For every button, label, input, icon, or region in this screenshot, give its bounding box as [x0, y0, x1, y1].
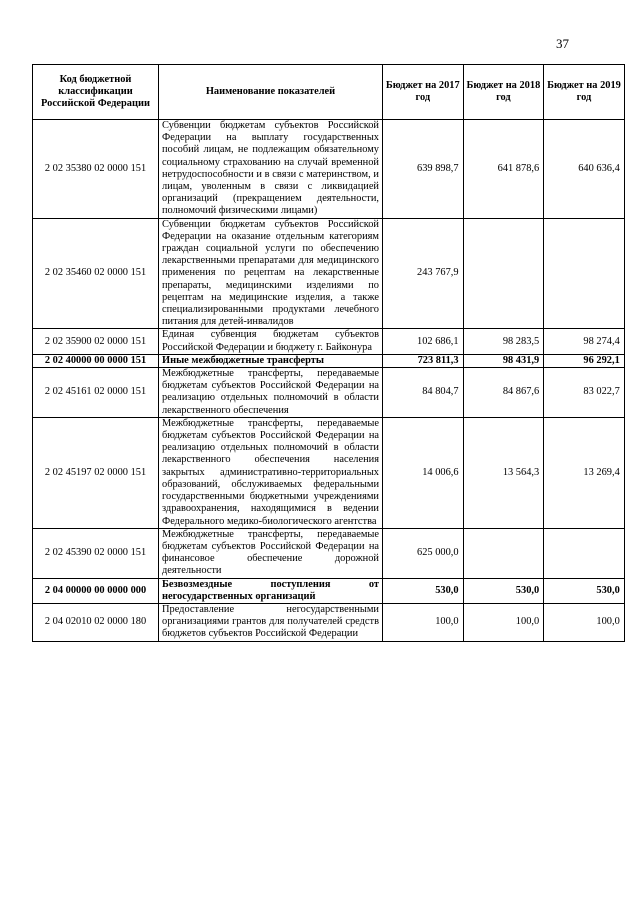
row-2017: 243 767,9	[383, 218, 464, 329]
row-2017: 625 000,0	[383, 528, 464, 578]
row-code: 2 04 00000 00 0000 000	[33, 578, 159, 603]
header-code: Код бюджетной классификации Российской Федерации	[33, 65, 159, 120]
row-name: Субвенции бюджетам субъектов Российской Федерации на выплату государственных пособий лицам, не подлежащим обязательному социальному страхованию на случай временной нетрудоспособности и в связи с материнством, и лицам, уволенным в связи с ликвидацией организаций (прекращением деятельности, полномочий физическими лицами)	[159, 120, 383, 219]
row-2018: 13 564,3	[463, 417, 544, 528]
row-2019	[544, 218, 625, 329]
table-row	[33, 218, 625, 329]
row-code: 2 02 45390 02 0000 151	[33, 528, 159, 578]
page-number: 37	[556, 36, 569, 51]
table-row	[33, 329, 625, 354]
row-2019: 13 269,4	[544, 417, 625, 528]
row-2019: 640 636,4	[544, 120, 625, 219]
row-2018: 530,0	[463, 578, 544, 603]
row-2018	[463, 528, 544, 578]
row-2017: 100,0	[383, 603, 464, 641]
header-2018: Бюджет на 2018 год	[463, 65, 544, 120]
row-2019: 100,0	[544, 603, 625, 641]
row-code: 2 02 45161 02 0000 151	[33, 368, 159, 418]
row-2019	[544, 528, 625, 578]
budget-table	[32, 64, 625, 642]
row-name: Субвенции бюджетам субъектов Российской Федерации на оказание отдельным категориям граждан социальной услуги по обеспечению лекарственными препаратами для медицинского применения по рецептам на лекарственные препараты, медицинскими изделиями по рецептам на медицинские изделия, а также специализированными продуктами лечебного питания для детей-инвалидов	[159, 218, 383, 329]
row-name: Межбюджетные трансферты, передаваемые бюджетам субъектов Российской Федерации на реализацию отдельных полномочий в области лекарственного обеспечения населения закрытых административно-территориальных образований, обслуживаемых федеральными государственными бюджетными учреждениями здравоохранения, находящимися в ведении Федерального медико-биологического агентства	[159, 417, 383, 528]
table-row	[33, 417, 625, 528]
row-2018	[463, 218, 544, 329]
row-code: 2 02 35380 02 0000 151	[33, 120, 159, 219]
row-2018: 100,0	[463, 603, 544, 641]
table-row	[33, 603, 625, 641]
row-code: 2 02 45197 02 0000 151	[33, 417, 159, 528]
row-2018: 98 431,9	[463, 354, 544, 367]
row-code: 2 02 35460 02 0000 151	[33, 218, 159, 329]
header-2019: Бюджет на 2019 год	[544, 65, 625, 120]
row-code: 2 02 40000 00 0000 151	[33, 354, 159, 367]
row-code: 2 04 02010 02 0000 180	[33, 603, 159, 641]
table-header-row	[33, 65, 625, 120]
row-name: Единая субвенция бюджетам субъектов Российской Федерации и бюджету г. Байконура	[159, 329, 383, 354]
row-2017: 723 811,3	[383, 354, 464, 367]
row-2017: 530,0	[383, 578, 464, 603]
row-2018: 98 283,5	[463, 329, 544, 354]
row-2017: 14 006,6	[383, 417, 464, 528]
row-name: Межбюджетные трансферты, передаваемые бюджетам субъектов Российской Федерации на финансовое обеспечение дорожной деятельности	[159, 528, 383, 578]
row-2017: 639 898,7	[383, 120, 464, 219]
header-name: Наименование показателей	[159, 65, 383, 120]
row-2019: 83 022,7	[544, 368, 625, 418]
row-2019: 96 292,1	[544, 354, 625, 367]
row-2017: 102 686,1	[383, 329, 464, 354]
row-2017: 84 804,7	[383, 368, 464, 418]
row-name: Предоставление негосударственными организациями грантов для получателей средств бюджетов субъектов Российской Федерации	[159, 603, 383, 641]
table-row	[33, 528, 625, 578]
table-row	[33, 368, 625, 418]
row-name: Безвозмездные поступления от негосударственных организаций	[159, 578, 383, 603]
row-2018: 84 867,6	[463, 368, 544, 418]
row-name: Межбюджетные трансферты, передаваемые бюджетам субъектов Российской Федерации на реализацию отдельных полномочий в области лекарственного обеспечения	[159, 368, 383, 418]
row-2018: 641 878,6	[463, 120, 544, 219]
table-row	[33, 578, 625, 603]
header-2017: Бюджет на 2017 год	[383, 65, 464, 120]
row-2019: 98 274,4	[544, 329, 625, 354]
row-name: Иные межбюджетные трансферты	[159, 354, 383, 367]
row-code: 2 02 35900 02 0000 151	[33, 329, 159, 354]
table-row	[33, 354, 625, 367]
row-2019: 530,0	[544, 578, 625, 603]
table-row	[33, 120, 625, 219]
